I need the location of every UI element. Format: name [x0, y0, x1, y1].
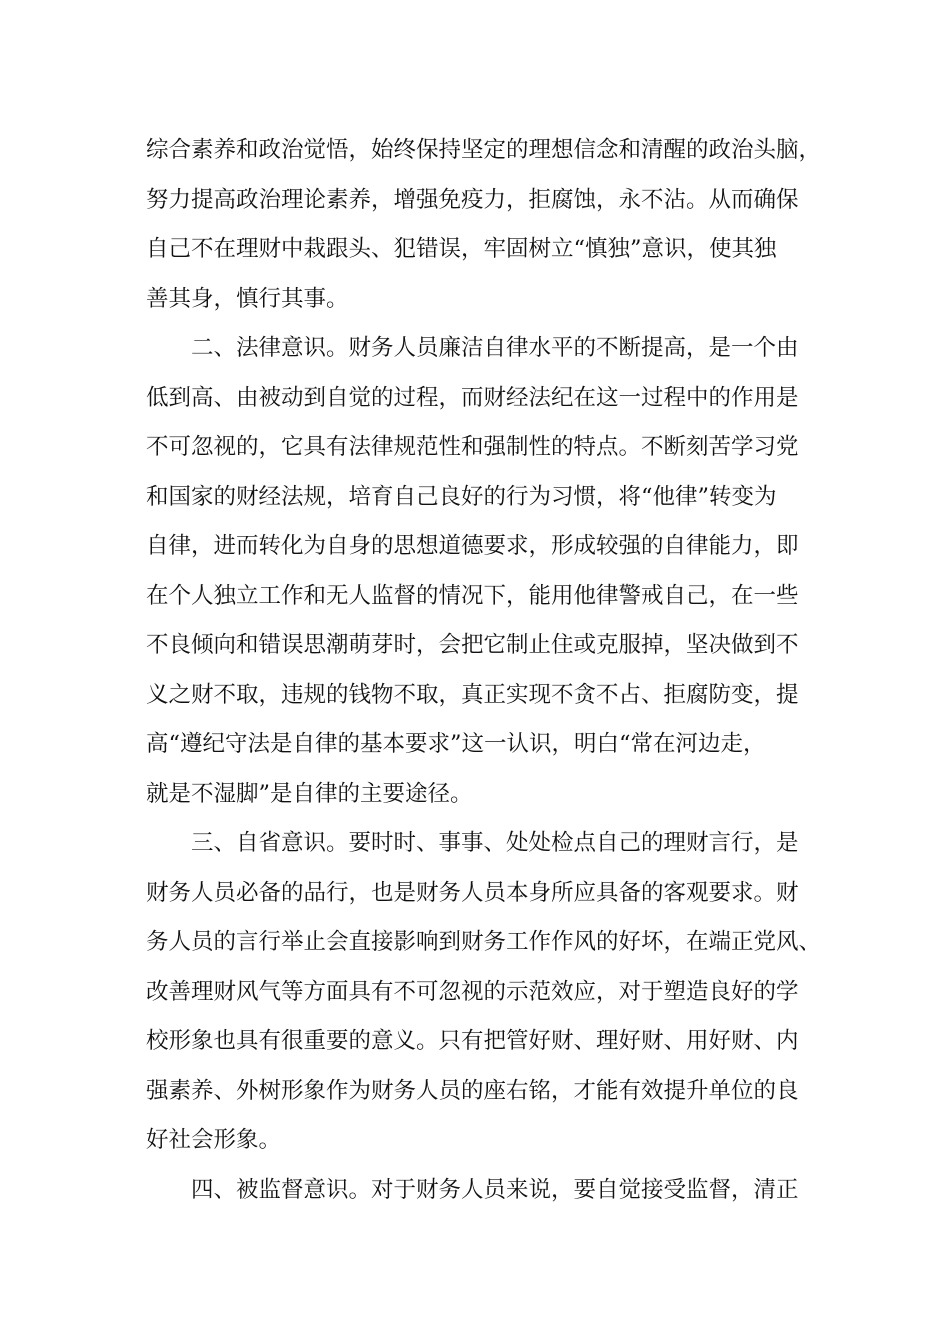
text-line: 努力提高政治理论素养，增强免疫力，拒腐蚀，永不沾。从而确保	[146, 186, 799, 213]
text-line: 自己不在理财中栽跟头、犯错误，牢固树立“慎独”意识，使其独	[146, 236, 777, 262]
text-line: 义之财不取，违规的钱物不取，真正实现不贪不占、拒腐防变，提	[146, 681, 799, 708]
text-line-first: 四、被监督意识。对于财务人员来说，要自觉接受监督，清正	[191, 1176, 799, 1203]
body-text	[146, 126, 826, 1215]
text-line: 不良倾向和错误思潮萌芽时，会把它制止住或克服掉，坚决做到不	[146, 632, 799, 658]
text-line: 在个人独立工作和无人监督的情况下，能用他律警戒自己，在一些	[146, 582, 799, 609]
text-line: 综合素养和政治觉悟，始终保持坚定的理想信念和清醒的政治头脑，	[146, 137, 822, 163]
paragraph-3-self-reflection	[146, 819, 826, 1166]
text-line: 财务人员必备的品行，也是财务人员本身所应具备的客观要求。财	[146, 879, 799, 906]
paragraph-1	[146, 126, 826, 324]
text-line: 改善理财风气等方面具有不可忽视的示范效应，对于塑造良好的学	[146, 978, 799, 1005]
text-line: 就是不湿脚”是自律的主要途径。	[146, 780, 473, 807]
text-line-first: 三、自省意识。要时时、事事、处处检点自己的理财言行，是	[191, 830, 799, 856]
text-line: 不可忽视的，它具有法律规范性和强制性的特点。不断刻苦学习党	[146, 434, 799, 460]
text-line: 善其身，慎行其事。	[146, 285, 349, 312]
text-line: 务人员的言行举止会直接影响到财务工作作风的好坏，在端正党风、	[146, 929, 822, 955]
text-line: 和国家的财经法规，培育自己良好的行为习惯，将“他律”转变为	[146, 483, 777, 510]
text-line: 强素养、外树形象作为财务人员的座右铭，才能有效提升单位的良	[146, 1077, 799, 1104]
text-line: 校形象也具有很重要的意义。只有把管好财、理好财、用好财、内	[146, 1028, 799, 1054]
text-line: 自律，进而转化为自身的思想道德要求，形成较强的自律能力，即	[146, 533, 799, 559]
paragraph-4-supervision	[146, 1166, 826, 1216]
text-line: 高“遵纪守法是自律的基本要求”这一认识，明白“常在河边走，	[146, 731, 766, 757]
text-line-first: 二、法律意识。财务人员廉洁自律水平的不断提高，是一个由	[191, 335, 799, 361]
text-line: 好社会形象。	[146, 1127, 282, 1153]
paragraph-2-legal-awareness	[146, 324, 826, 819]
text-line: 低到高、由被动到自觉的过程，而财经法纪在这一过程中的作用是	[146, 384, 799, 411]
